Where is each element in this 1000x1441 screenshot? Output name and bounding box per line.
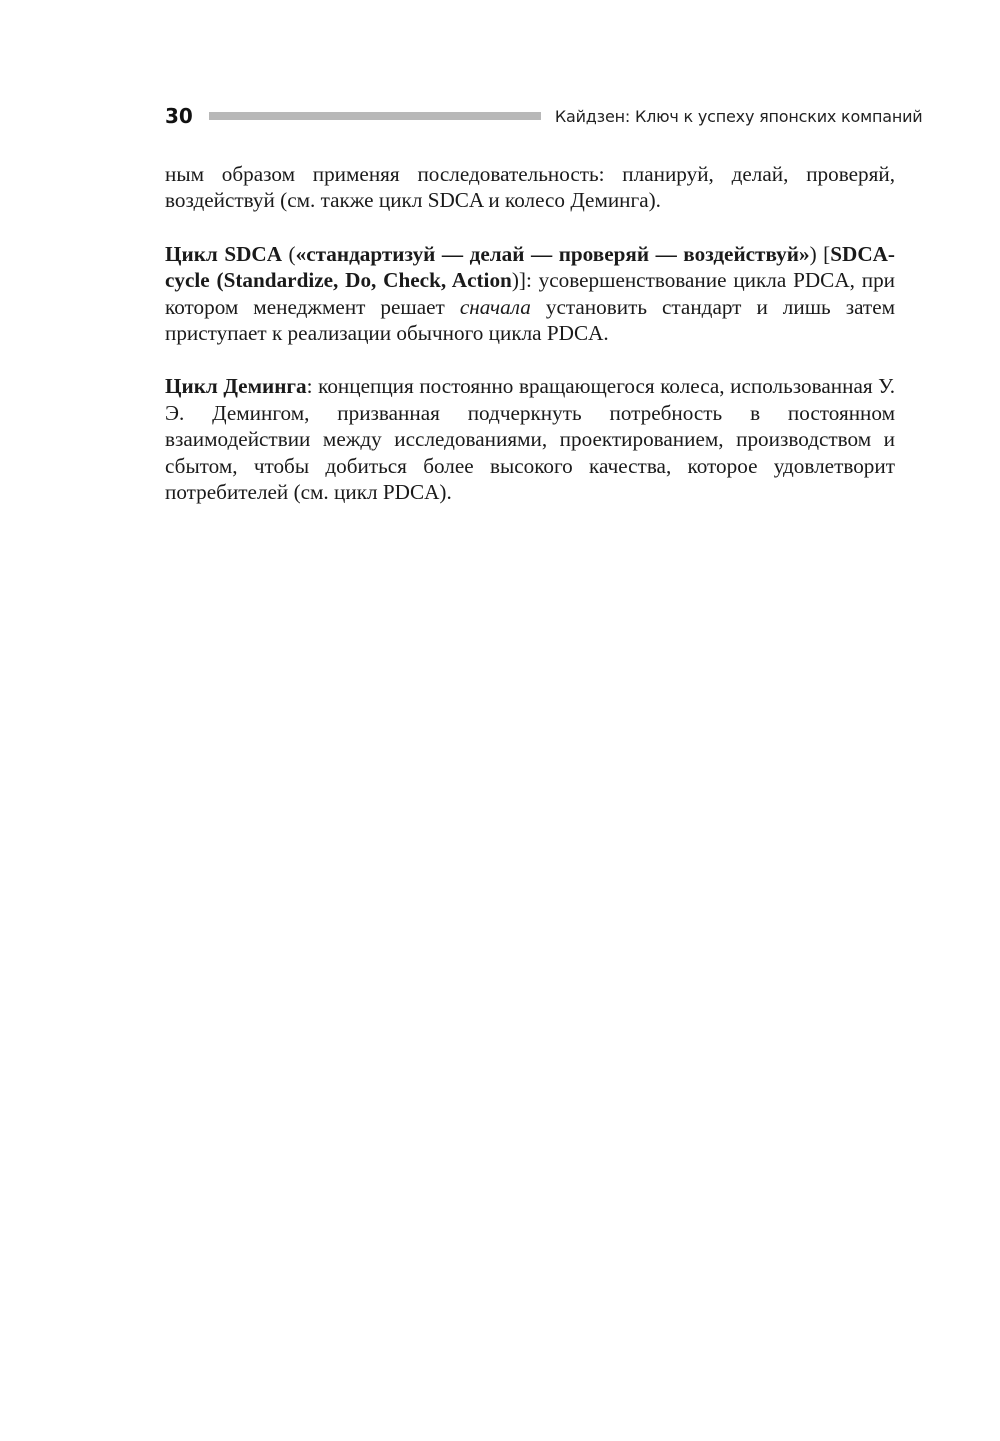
term-en: SDCA-cycle (Standardize, Do, Check, Action	[165, 241, 895, 293]
punct-paren-open: (	[282, 241, 296, 266]
punct-colon: :	[306, 374, 319, 399]
punct-bracket-close: )]:	[511, 268, 539, 293]
book-title: Кайдзен: Ключ к успеху японских компаний	[554, 106, 923, 126]
term-expansion: «стандартизуй — делай — проверяй — воздействуй»	[295, 241, 810, 266]
page-number: 30	[165, 104, 193, 128]
paragraph-text: ным образом применяя последовательность: планируй, делай, проверяй, воздействуй (см. также цикл SDCA и колесо Деминга).	[165, 162, 895, 213]
punct-bracket-open: ) [	[809, 241, 831, 266]
definition-text: концепция постоянно вращающегося колеса, использованная У. Э. Демингом, призванная подчеркнуть потребность в постоянном взаимодействии между исследованиями, проектированием, производством и сбытом, чтобы добиться более высокого качества, которое удовлетворит потребителей (см. цикл PDCA).	[165, 374, 895, 505]
glossary-entry-sdca	[165, 241, 895, 347]
header-rule	[209, 112, 541, 120]
definition-emphasis: сначала	[459, 294, 531, 319]
glossary-entry-deming	[165, 373, 895, 505]
term-ru: Цикл Деминга	[165, 374, 307, 399]
page-body	[165, 161, 895, 532]
definition-text-start: усовершенствование цикла PDCA, при котором менеджмент решает	[165, 268, 896, 319]
paragraph-continuation	[165, 161, 895, 214]
definition-text-end: установить стандарт и лишь затем приступает к реализации обычного цикла PDCA.	[165, 294, 895, 346]
running-header	[165, 100, 923, 132]
term-ru: Цикл SDCA	[165, 241, 283, 266]
